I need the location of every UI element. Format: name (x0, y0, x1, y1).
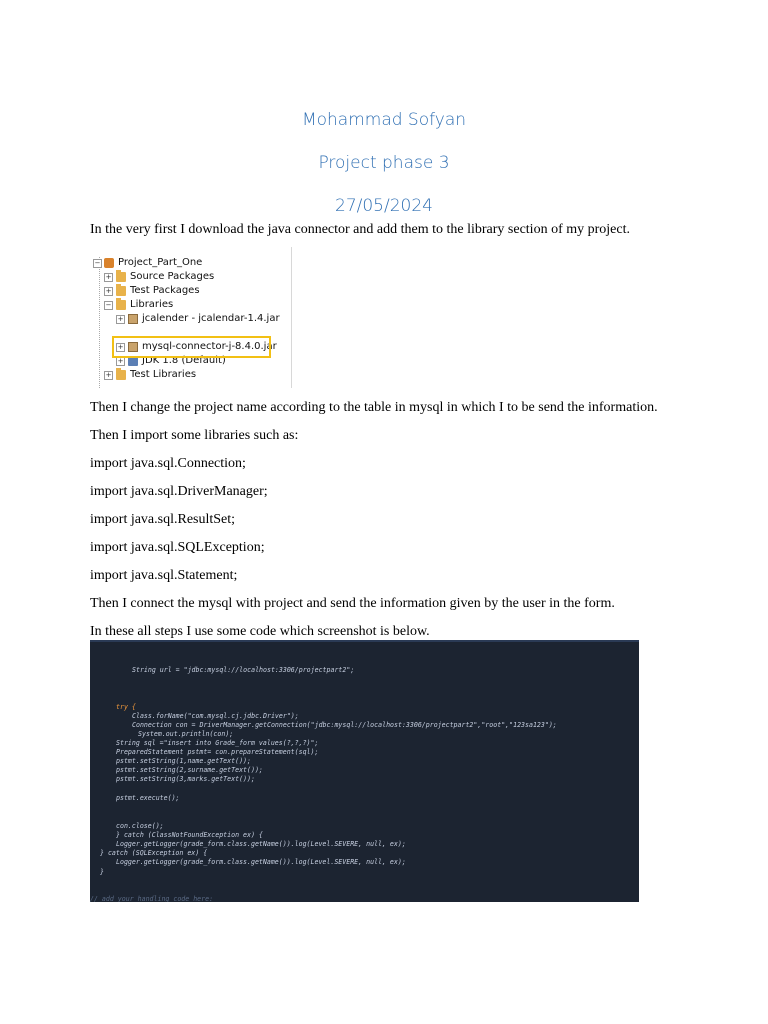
code-line: con.close(); (116, 822, 164, 830)
collapse-icon: − (105, 301, 112, 309)
paragraph-code-intro: In these all steps I use some code which screenshot is below. (90, 624, 430, 639)
code-line: // add your handling code here: (90, 895, 214, 902)
tree-item-label: mysql-connector-j-8.4.0.jar (142, 341, 277, 352)
tree-item-label: Test Libraries (130, 369, 197, 380)
project-title: Project phase 3 (318, 153, 450, 173)
tree-item-label: jcalender - jcalendar-1.4.jar (142, 313, 280, 324)
folder-icon (116, 286, 126, 296)
folder-icon (116, 300, 126, 310)
code-line: PreparedStatement pstmt= con.prepareStatement(sql); (116, 748, 319, 756)
import-line: import java.sql.Connection; (90, 456, 246, 471)
jar-icon (128, 314, 138, 324)
code-line: try { (116, 703, 136, 711)
import-line: import java.sql.ResultSet; (90, 512, 236, 527)
code-line: String sql ="insert into Grade_form values(?,?,?)"; (116, 739, 319, 747)
code-line: } catch (ClassNotFoundException ex) { (116, 831, 263, 839)
import-line: import java.sql.DriverManager; (90, 484, 268, 499)
expand-icon: + (117, 315, 124, 323)
code-line: pstmt.execute(); (116, 794, 180, 802)
author-name: Mohammad Sofyan (301, 110, 467, 130)
expand-icon: + (117, 357, 124, 365)
document-date: 27/05/2024 (335, 196, 433, 216)
code-line: Connection con = DriverManager.getConnection("jdbc:mysql://localhost:3306/projectpart2","root","123sa123"); (132, 721, 557, 729)
collapse-icon: − (94, 259, 101, 267)
tree-item-label: Source Packages (130, 271, 215, 282)
tree-item-label: Test Packages (130, 285, 200, 296)
expand-icon: + (117, 343, 124, 351)
code-line: } catch (SQLException ex) { (100, 849, 208, 857)
tree-item-label: Libraries (130, 299, 174, 310)
expand-icon: + (105, 273, 112, 281)
folder-icon (116, 272, 126, 282)
code-line: Logger.getLogger(grade_form.class.getName()).log(Level.SEVERE, null, ex); (116, 840, 406, 848)
code-line: pstmt.setString(2,surname.getText()); (116, 766, 263, 774)
code-line: } (100, 868, 104, 876)
folder-icon (116, 370, 126, 380)
expand-icon: + (105, 287, 112, 295)
expand-icon: + (105, 371, 112, 379)
tree-item-label: JDK 1.8 (Default) (142, 355, 226, 366)
paragraph-rename: Then I change the project name according to the table in mysql in which I to be send the information. (90, 400, 658, 415)
import-line: import java.sql.Statement; (90, 568, 238, 583)
code-screenshot (90, 640, 639, 902)
code-line: pstmt.setString(1,name.getText()); (116, 757, 251, 765)
paragraph-imports-intro: Then I import some libraries such as: (90, 428, 299, 443)
code-line: Logger.getLogger(grade_form.class.getName()).log(Level.SEVERE, null, ex); (116, 858, 406, 866)
code-line: String url = "jdbc:mysql://localhost:3306/projectpart2"; (132, 666, 355, 674)
paragraph-intro: In the very first I download the java connector and add them to the library section of my project. (90, 222, 630, 237)
paragraph-connect: Then I connect the mysql with project and send the information given by the user in the form. (90, 596, 615, 611)
import-line: import java.sql.SQLException; (90, 540, 265, 555)
code-line: System.out.println(con); (138, 730, 234, 738)
code-line: Class.forName("com.mysql.cj.jdbc.Driver"); (132, 712, 299, 720)
code-line: pstmt.setString(3,marks.getText()); (116, 775, 255, 783)
highlight-box (112, 336, 271, 358)
tree-item-label: Project_Part_One (118, 257, 203, 268)
project-tree-screenshot (90, 247, 292, 388)
project-icon (104, 258, 114, 268)
